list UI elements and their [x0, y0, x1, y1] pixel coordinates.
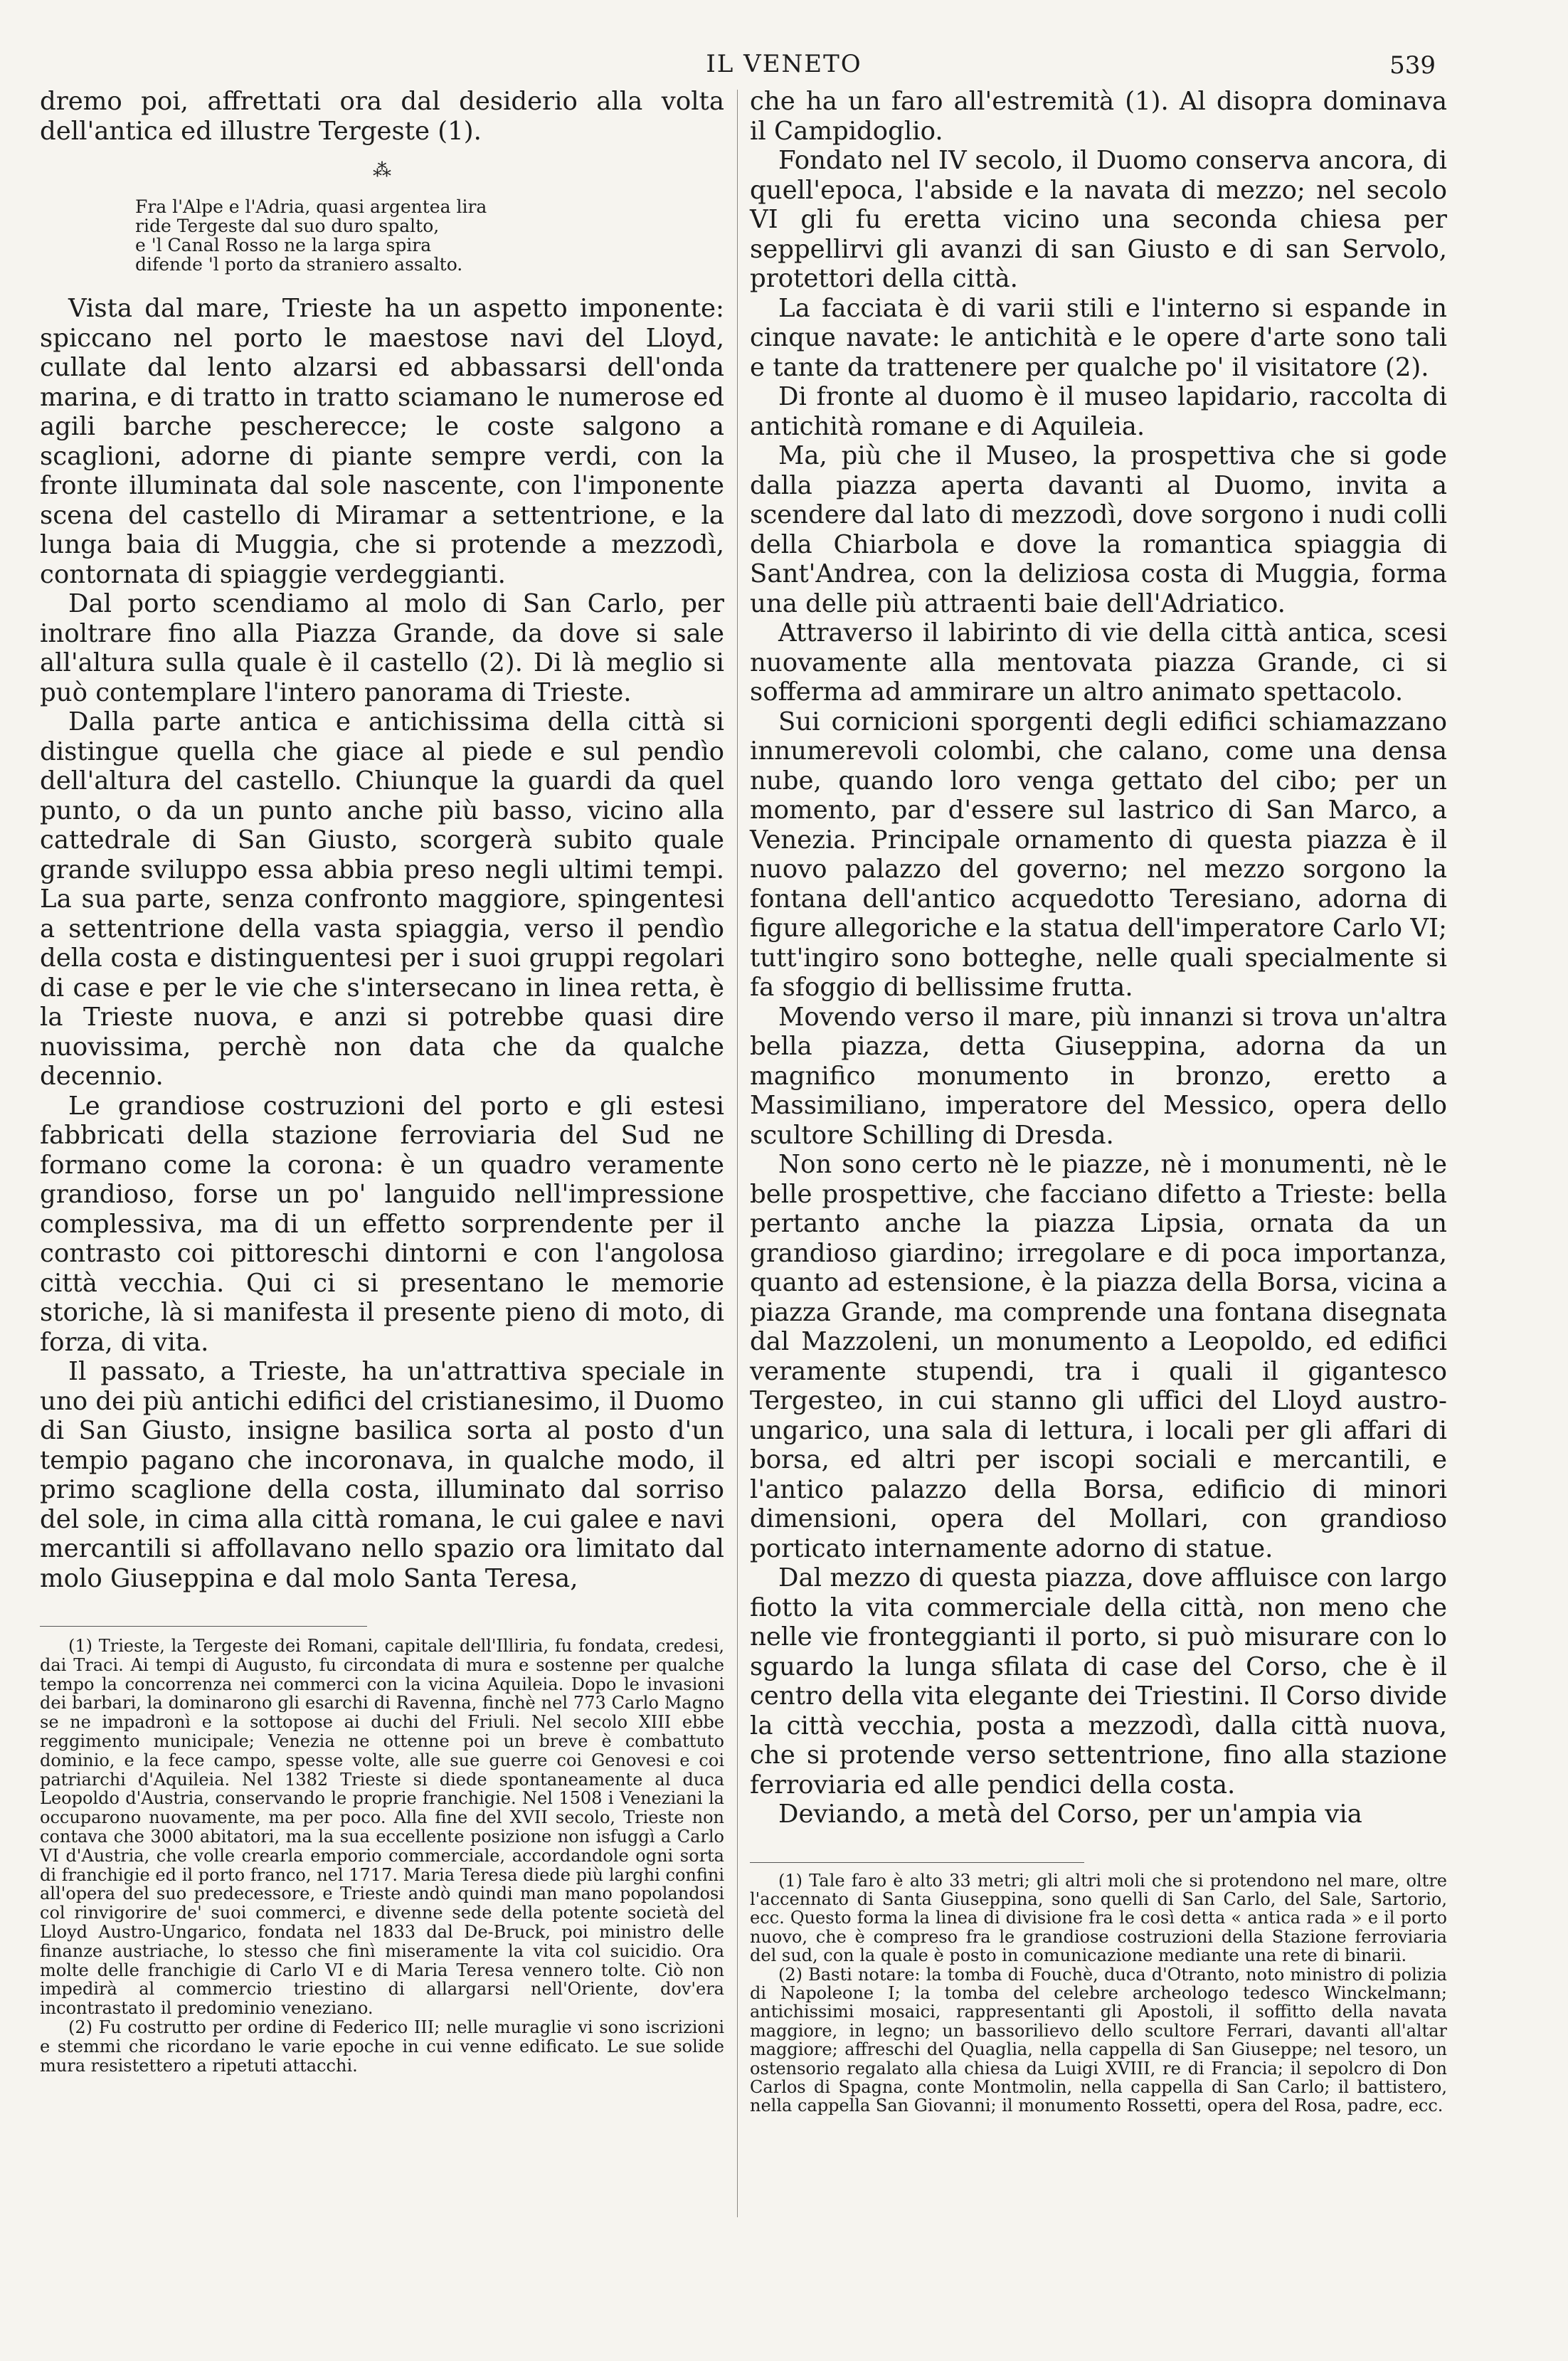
body-paragraph: Attraverso il labirinto di vie della città antica, scesi nuovamente alla mentovata piazza Grande, ci si sofferma ad ammirare un altro animato spettacolo.	[750, 618, 1447, 707]
footnote-rule	[750, 1862, 1084, 1863]
body-paragraph: Deviando, a metà del Corso, per un'ampia via	[778, 1800, 1362, 1829]
body-paragraph: che ha un faro all'estremità (1). Al disopra dominava il Campidoglio.	[750, 87, 1447, 146]
footnotes-right	[750, 1871, 1447, 2116]
right-column	[750, 87, 1447, 2116]
poem-line: ride Tergeste dal suo duro spalto,	[135, 216, 440, 236]
poem-stanza	[135, 197, 724, 274]
body-paragraph: Sui cornicioni sporgenti degli edifici schiamazzano innumerevoli colombi, che calano, come una densa nube, quando loro venga gettato del cibo; per un momento, par d'essere sul lastrico di San Marco, a Venezia. Principale ornamento di questa piazza è il nuovo palazzo del governo; nel mezzo sorgono la fontana dell'antico acquedotto Teresiano, adorna di figure allegoriche e la statua dell'imperatore Carlo VI; tutt'ingiro sono botteghe, nelle quali specialmente si fa sfoggio di bellissime frutta.	[750, 707, 1447, 1002]
body-paragraph: Dal porto scendiamo al molo di San Carlo, per inoltrare fino alla Piazza Grande, da dove si sale all'altura sulla quale è il castello (2). Di là meglio si può contemplare l'intero panorama di Trieste.	[40, 589, 724, 707]
body-paragraph: Ma, più che il Museo, la prospettiva che si gode dalla piazza aperta davanti al Duomo, invita a scendere dal lato di mezzodì, dove sorgono i nudi colli della Chiarbola e dove la romantica spiaggia di Sant'Andrea, con la deliziosa costa di Muggia, forma una delle più attraenti baie dell'Adriatico.	[750, 441, 1447, 618]
body-paragraph: Vista dal mare, Trieste ha un aspetto imponente: spiccano nel porto le maestose navi del Lloyd, cullate dal lento alzarsi ed abbassarsi dell'onda marina, e di tratto in tratto sciamano le numerose ed agili barche pescherecce; le coste salgono a scaglioni, adorne di piante sempre verdi, con la fronte illuminata dal sole nascente, con l'imponente scena del castello di Miramar a settentrione, e la lunga baia di Muggia, che si protende a mezzodì, contornata di spiaggie verdeggianti.	[40, 294, 724, 589]
poem-line: difende 'l porto da straniero assalto.	[135, 254, 463, 275]
running-header	[0, 44, 1568, 87]
footnote: (1) Trieste, la Tergeste dei Romani, capitale dell'Illiria, fu fondata, credesi, dai Traci. Ai tempi di Augusto, fu circondata di mura e sostenne per qualche tempo la concorrenza nei commerci con la vicina Aquileia. Dopo le invasioni dei barbari, la dominarono gli esarchi di Ravenna, finchè nel 773 Carlo Magno se ne impadronì e la sottopose ai duchi del Friuli. Nel secolo XIII ebbe reggimento municipale; Venezia ne ottenne poi un breve è combattuto dominio, e la fece campo, spesse volte, alle sue guerre coi Genovesi e coi patriarchi d'Aquileia. Nel 1382 Trieste si diede spontaneamente al duca Leopoldo d'Austria, conservando le proprie franchigie. Nel 1508 i Veneziani la occuparono nuovamente, ma per poco. Alla fine del XVII secolo, Trieste non contava che 3000 abitatori, ma la sua eccellente posizione non isfuggì a Carlo VI d'Austria, che volle crearla emporio commerciale, accordandole ogni sorta di franchigie ed il porto franco, nel 1717. Maria Teresa diede più larghi confini all'opera del suo predecessore, e Trieste andò quindi man mano popolandosi col rinvigorire de' suoi commerci, e divenne sede della potente società del Lloyd Austro-Ungarico, fondata nel 1833 dal De-Bruck, poi ministro delle finanze austriache, lo stesso che finì miseramente la vita col suicidio. Ora molte delle franchigie di Carlo VI e di Maria Teresa vennero tolte. Ciò non impedirà al commercio triestino di allargarsi nell'Oriente, dov'era incontrastato il predominio veneziano.	[40, 1636, 724, 2019]
body-paragraph: Non sono certo nè le piazze, nè i monumenti, nè le belle prospettive, che facciano difetto a Trieste: bella pertanto anche la piazza Lipsia, ornata da un grandioso giardino; irregolare e di poca importanza, quanto ad estensione, è la piazza della Borsa, vicina a piazza Grande, ma comprende una fontana disegnata dal Mazzoleni, un monumento a Leopoldo, ed edifici veramente stupendi, tra i quali il gigantesco Tergesteo, in cui stanno gli uffici del Lloyd austro-ungarico, una sala di lettura, i locali per gli affari di borsa, ed altri per iscopi sociali e mercantili, e l'antico palazzo della Borsa, edificio di minori dimensioni, opera del Mollari, con grandioso porticato internamente adorno di statue.	[750, 1150, 1447, 1563]
page-number: 539	[1389, 51, 1436, 80]
body-paragraph: La facciata è di varii stili e l'interno si espande in cinque navate: le antichità e le opere d'arte sono tali e tante da trattenere per qualche po' il visitatore (2).	[750, 293, 1447, 382]
poem-line: Fra l'Alpe e l'Adria, quasi argentea lira	[135, 196, 487, 217]
body-paragraph: Movendo verso il mare, più innanzi si trova un'altra bella piazza, detta Giuseppina, adorna da un magnifico monumento in bronzo, eretto a Massimiliano, imperatore del Messico, opera dello scultore Schilling di Dresda.	[750, 1002, 1447, 1150]
body-paragraph: Fondato nel IV secolo, il Duomo conserva ancora, di quell'epoca, l'abside e la navata di mezzo; nel secolo VI gli fu eretta vicino una seconda chiesa per seppellirvi gli avanzi di san Giusto e di san Servolo, protettori della città.	[750, 146, 1447, 293]
body-paragraph: Di fronte al duomo è il museo lapidario, raccolta di antichità romane e di Aquileia.	[750, 382, 1447, 441]
footnote-rule	[40, 1626, 367, 1627]
poem-line: e 'l Canal Rosso ne la larga spira	[135, 235, 432, 255]
body-paragraph: Dal mezzo di questa piazza, dove affluisce con largo fiotto la vita commerciale della città, non meno che nelle vie fronteggianti il porto, si può misurare con lo sguardo la lunga sfilata di case del Corso, che è il centro della vita elegante dei Triestini. Il Corso divide la città vecchia, posta a mezzodì, dalla città nuova, che si protende verso settentrione, fino alla stazione ferroviaria ed alle pendici della costa.	[750, 1563, 1447, 1800]
column-divider	[737, 90, 738, 2217]
footnotes-left	[40, 1637, 724, 2075]
body-paragraph: Il passato, a Trieste, ha un'attrattiva speciale in uno dei più antichi edifici del cristianesimo, il Duomo di San Giusto, insigne basilica sorta al posto d'un tempio pagano che incoronava, in qualche modo, il primo scaglione della costa, illuminato dal sorriso del sole, in cima alla città romana, le cui galee e navi mercantili si affollavano nello spazio ora limitato dal molo Giuseppina e dal molo Santa Teresa,	[40, 1357, 724, 1593]
body-paragraph: Le grandiose costruzioni del porto e gli estesi fabbricati della stazione ferroviaria del Sud ne formano come la corona: è un quadro veramente grandioso, forse un po' languido nell'impressione complessiva, ma di un effetto sorprendente per il contrasto coi pittoreschi dintorni e con l'angolosa città vecchia. Qui ci si presentano le memorie storiche, là si manifesta il presente pieno di moto, di forza, di vita.	[40, 1091, 724, 1357]
body-paragraph: Dalla parte antica e antichissima della città si distingue quella che giace al piede e sul pendìo dell'altura del castello. Chiunque la guardi da quel punto, o da un punto anche più basso, vicino alla cattedrale di San Giusto, scorgerà subito quale grande sviluppo essa abbia preso negli ultimi tempi. La sua parte, senza confronto maggiore, spingentesi a settentrione della vasta spiaggia, verso il pendìo della costa e distinguentesi per i suoi gruppi regolari di case e per le vie che s'intersecano in linea retta, è la Trieste nuova, e anzi si potrebbe quasi dire nuovissima, perchè non data che da qualche decennio.	[40, 707, 724, 1091]
footnote: (2) Basti notare: la tomba di Fouchè, duca d'Otranto, noto ministro di polizia di Napoleone I; la tomba del celebre archeologo tedesco Winckelmann; antichissimi mosaici, rappresentanti gli Apostoli, il soffitto della navata maggiore, in legno; un bassorilievo dello scultore Ferrari, davanti all'altar maggiore; affreschi del Quaglia, nella cappella di San Giuseppe; nel tesoro, un ostensorio regalato alla chiesa da Luigi XVIII, re di Francia; il sepolcro di Don Carlos di Spagna, conte Montmolin, nella cappella di San Carlo; il battistero, nella cappella San Giovanni; il monumento Rossetti, opera del Rosa, padre, ecc.	[750, 1964, 1447, 2116]
footnote: (2) Fu costrutto per ordine di Federico III; nelle muraglie vi sono iscrizioni e stemmi che ricordano le varie epoche in cui venne edificato. Le sue solide mura resistettero a ripetuti attacchi.	[40, 2017, 724, 2076]
opening-paragraph: dremo poi, affrettati ora dal desiderio alla volta dell'antica ed illustre Tergeste (1).	[40, 87, 724, 146]
footnote: (1) Tale faro è alto 33 metri; gli altri moli che si protendono nel mare, oltre l'accennato di Santa Giuseppina, sono quelli di San Carlo, del Sale, Sartorio, ecc. Questo forma la linea di divisione fra le così detta « antica rada » e il porto nuovo, che è compreso fra le grandiose costruzioni della Stazione ferroviaria del sud, con la quale è posto in comunicazione mediante una rete di binarii.	[750, 1870, 1447, 1966]
asterism: ⁂	[373, 160, 391, 181]
running-title: IL VENETO	[706, 50, 862, 78]
left-column	[40, 87, 724, 2075]
